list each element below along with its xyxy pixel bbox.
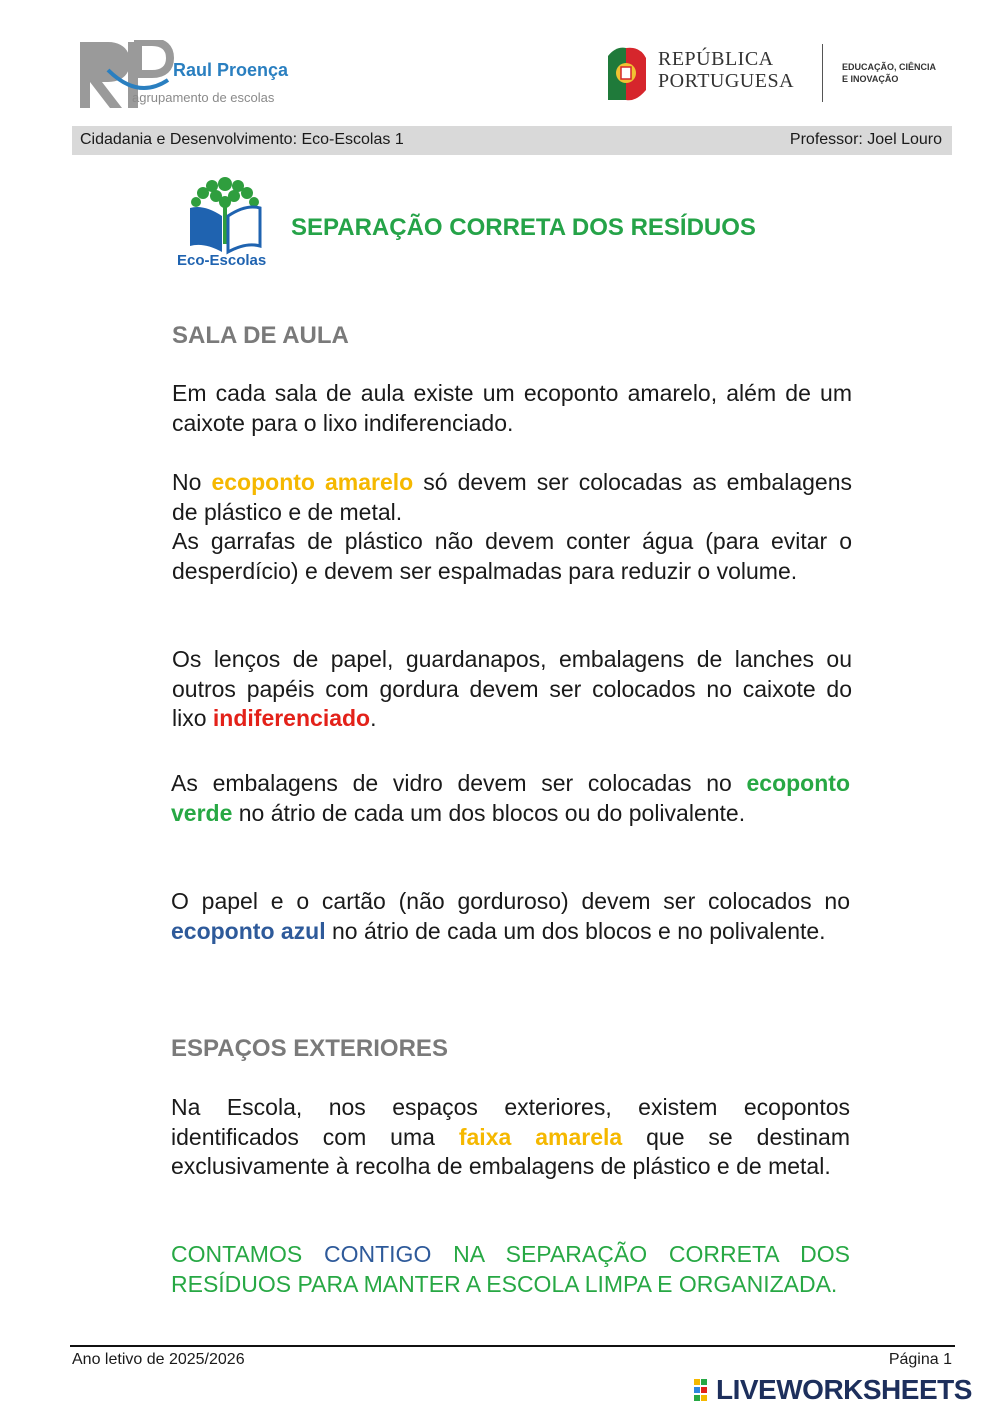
footer-school-year: Ano letivo de 2025/2026 [72,1351,245,1368]
paragraph-general-waste: Os lenços de papel, guardanapos, embalagens de lanches ou outros papéis com gordura devem ser colocados no caixote do lixo indiferenciado. [172,646,852,731]
highlight-blue-bin: ecoponto azul [171,917,326,944]
teacher-label: Professor: Joel Louro [789,131,942,148]
closing-message: CONTAMOS CONTIGO NA SEPARAÇÃO CORRETA DOS RESÍDUOS PARA MANTER A ESCOLA LIMPA E ORGANIZADA. [171,1241,850,1297]
school-subtitle: agrupamento de escolas [132,90,275,105]
paragraph-plastic-bottles: As garrafas de plástico não devem conter água (para evitar o desperdício) e devem ser espalmadas para reduzir o volume. [172,528,852,584]
header-bar [72,126,952,155]
subject-label: Cidadania e Desenvolvimento: Eco-Escolas 1 [80,131,404,148]
ministry-line2: E INOVAÇÃO [842,74,899,84]
document-title: SEPARAÇÃO CORRETA DOS RESÍDUOS [291,214,756,241]
liveworksheets-logo-icon [693,1378,715,1402]
paragraph-classroom-bins: Em cada sala de aula existe um ecoponto amarelo, além de um caixote para o lixo indiferenciado. [172,380,852,436]
liveworksheets-watermark: LIVEWORKSHEETS [716,1374,972,1405]
highlight-general-waste: indiferenciado [212,705,371,731]
footer-page-number: Página 1 [888,1351,952,1368]
school-name: Raul Proença [173,60,289,80]
closing-highlight: CONTIGO [324,1241,432,1267]
gov-name-line1: REPÚBLICA [658,48,774,70]
section-heading-outdoor: ESPAÇOS EXTERIORES [171,1035,448,1062]
highlight-green-bin: ecoponto verde [171,770,850,826]
highlight-yellow-bin: ecoponto amarelo [211,469,414,495]
highlight-yellow-stripe: faixa amarela [458,1123,623,1150]
section-heading-classroom: SALA DE AULA [172,322,349,349]
ministry-line1: EDUCAÇÃO, CIÊNCIA [842,62,937,72]
paragraph-glass: As embalagens de vidro devem ser colocadas no ecoponto verde no átrio de cada um dos blocos ou do polivalente. [171,770,850,826]
gov-name-line2: PORTUGUESA [658,70,795,92]
footer-divider [70,1345,955,1347]
paragraph-outdoor-bins: Na Escola, nos espaços exteriores, existem ecopontos identificados com uma faixa amarela que se destinam exclusivamente à recolha de embalagens de plástico e de metal. [171,1094,850,1179]
paragraph-yellow-bin: No ecoponto amarelo só devem ser colocadas as embalagens de plástico e de metal. [172,469,852,525]
eco-escolas-logo-label: Eco-Escolas [177,252,267,269]
paragraph-paper: O papel e o cartão (não gorduroso) devem ser colocados no ecoponto azul no átrio de cada um dos blocos e no polivalente. [171,888,850,944]
gov-divider [822,44,823,102]
portugal-coat-of-arms-icon [606,44,648,102]
